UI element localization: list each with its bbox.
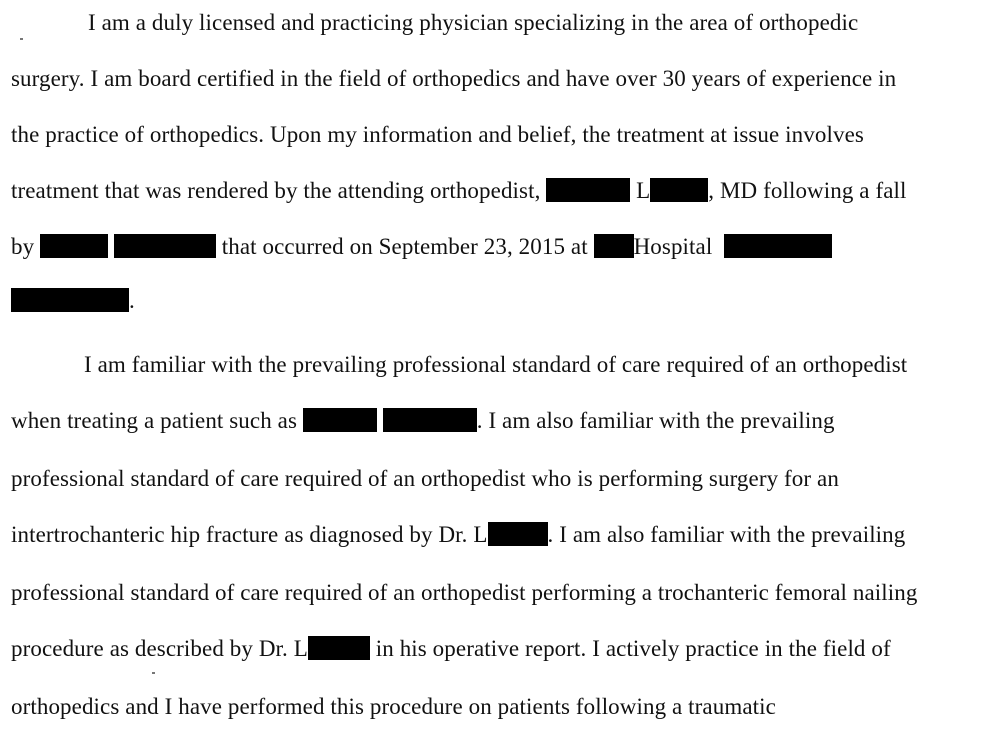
paragraph-1-line-4 (11, 176, 907, 206)
redaction-bar (488, 522, 548, 546)
redaction-bar (40, 234, 108, 258)
paragraph-2-line-3: professional standard of care required of an orthopedist who is performing surgery for an (11, 466, 839, 491)
redaction-bar (724, 234, 832, 258)
redaction-bar (383, 408, 477, 432)
line-text: Hospital (633, 234, 713, 259)
line-text: . I am also familiar with the prevailing (476, 408, 835, 433)
redaction-bar (308, 636, 370, 660)
line-text: . (129, 288, 135, 313)
line-text: treatment that was rendered by the attending orthopedist, (11, 178, 541, 203)
line-text: that occurred on September 23, 2015 at (221, 234, 588, 259)
paragraph-2-line-2 (11, 406, 835, 436)
paragraph-1-line-2: surgery. I am board certified in the field of orthopedics and have over 30 years of experience in (11, 66, 897, 91)
scan-speck (152, 672, 155, 674)
redaction-bar (114, 234, 216, 258)
paragraph-2-line-4 (11, 520, 905, 550)
line-text: intertrochanteric hip fracture as diagnosed by Dr. L (11, 522, 488, 547)
scan-speck (20, 38, 23, 40)
redaction-bar (546, 178, 630, 202)
line-text: . I am also familiar with the prevailing (547, 522, 906, 547)
paragraph-2-line-5: professional standard of care required of an orthopedist performing a trochanteric femoral nailing (11, 580, 918, 605)
line-text: L (636, 178, 651, 203)
redaction-bar (303, 408, 377, 432)
redaction-bar (650, 178, 708, 202)
line-text: in his operative report. I actively practice in the field of (375, 636, 891, 661)
paragraph-1-line-1: I am a duly licensed and practicing physician specializing in the area of orthopedic (88, 10, 859, 35)
paragraph-1-line-6 (11, 286, 135, 316)
paragraph-2-line-6 (11, 634, 891, 664)
paragraph-2-line-1: I am familiar with the prevailing professional standard of care required of an orthopedist (84, 352, 908, 377)
line-text: procedure as described by Dr. L (11, 636, 308, 661)
redaction-bar (594, 234, 634, 258)
line-text: by (11, 234, 35, 259)
paragraph-1-line-3: the practice of orthopedics. Upon my information and belief, the treatment at issue involves (11, 122, 864, 147)
paragraph-2-line-7: orthopedics and I have performed this procedure on patients following a traumatic (11, 694, 776, 719)
line-text: when treating a patient such as (11, 408, 298, 433)
line-text: , MD following a fall (708, 178, 907, 203)
paragraph-1-line-5 (11, 232, 832, 262)
redaction-bar (11, 288, 129, 312)
